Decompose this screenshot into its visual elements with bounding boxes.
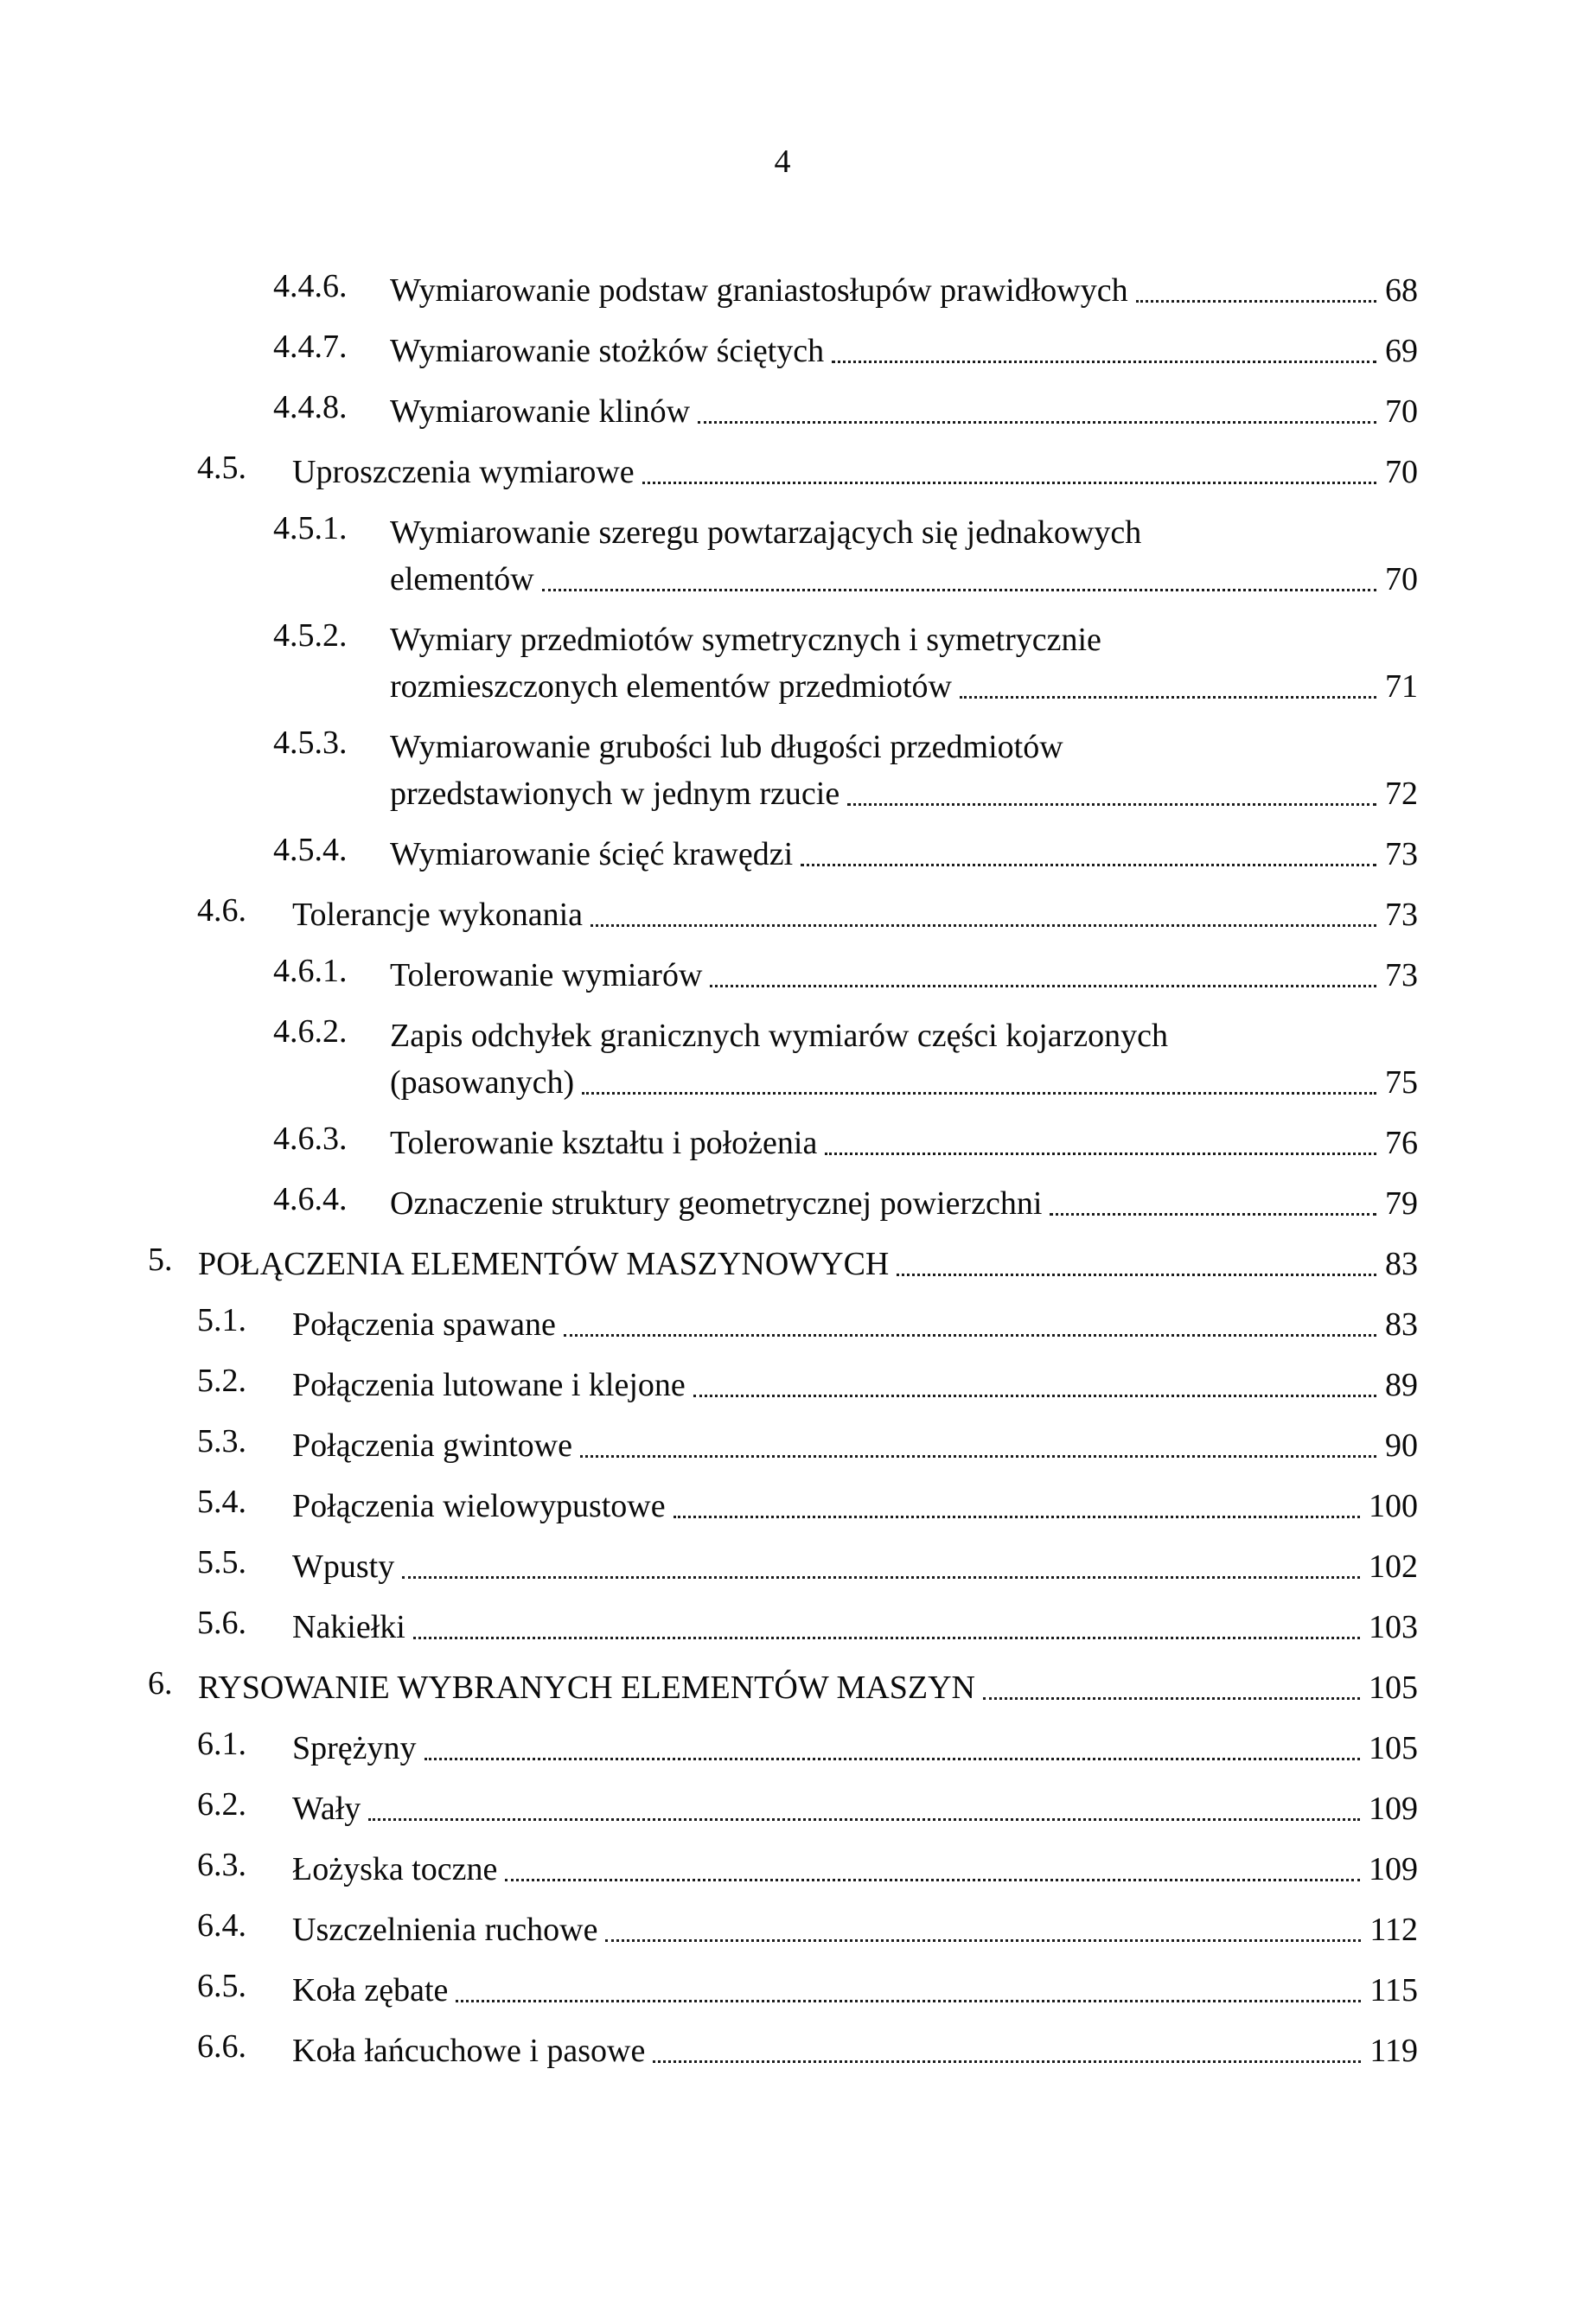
toc-entry-body [390,328,1418,374]
toc-entry-body [292,1967,1418,2014]
toc-entry-number: 5.4. [197,1484,246,1520]
toc-entry-text: Zapis odchyłek granicznych wymiarów części kojarzonych [390,1018,1169,1054]
dot-leader [698,421,1376,424]
toc-entry [273,1012,1418,1106]
toc-entry-body [390,1120,1418,1166]
toc-entry-text: Nakiełki [292,1609,405,1645]
dot-leader [605,1939,1361,1942]
toc-entry-text: Wymiarowanie klinów [390,393,691,430]
toc-entry-number: 4.5.1. [273,510,348,546]
toc-entry-line [198,1241,1418,1287]
toc-page-number: 83 [1385,1246,1418,1282]
toc-entry-number: 5.5. [197,1544,246,1580]
toc-page-number: 109 [1369,1851,1418,1887]
toc-page-number: 100 [1369,1488,1418,1524]
toc-entry-number: 4.5.3. [273,725,348,761]
toc-page-number: 73 [1385,897,1418,933]
toc-page-number: 72 [1385,776,1418,812]
toc-entry-line [292,1483,1418,1529]
dot-leader [425,1758,1360,1760]
toc-entry-line [292,1846,1418,1893]
toc-list [148,267,1418,2074]
dot-leader [505,1879,1360,1881]
toc-entry [148,1241,1418,1287]
toc-page-number: 103 [1369,1609,1418,1645]
toc-entry-number: 5.2. [197,1363,246,1399]
dot-leader [653,2060,1361,2063]
dot-leader [402,1576,1360,1579]
toc-entry-body [198,1664,1418,1711]
toc-entry-text: elementów [390,561,534,597]
toc-entry [273,1120,1418,1166]
toc-entry-body [292,1483,1418,1529]
toc-entry-text: RYSOWANIE WYBRANYCH ELEMENTÓW MASZYN [198,1670,975,1706]
dot-leader [368,1818,1360,1821]
toc-entry-body [390,509,1418,603]
toc-page-number: 75 [1385,1064,1418,1101]
dot-leader [832,361,1376,363]
toc-entry-line [390,267,1418,314]
toc-entry-text: Wymiarowanie grubości lub długości przedmiotów [390,729,1063,765]
toc-entry [197,2027,1418,2074]
page-number: 4 [774,144,792,180]
toc-entry-number: 4.5. [197,450,246,486]
toc-page-number: 112 [1369,1912,1418,1948]
toc-entry-text: Łożyska toczne [292,1851,498,1887]
toc-entry-body [390,831,1418,878]
toc-page-number: 70 [1385,561,1418,597]
toc-page-number: 69 [1385,333,1418,369]
toc-entry-number: 4.5.2. [273,617,348,654]
toc-entry-body [390,267,1418,314]
toc-entry-number: 6.3. [197,1847,246,1883]
toc-entry-number: 5.6. [197,1605,246,1641]
toc-entry-text: Wymiarowanie podstaw graniastosłupów prawidłowych [390,272,1128,309]
toc-entry [197,1422,1418,1469]
toc-entry-number: 4.4.8. [273,389,348,425]
dot-leader [710,985,1376,987]
toc-entry-number: 6.6. [197,2028,246,2065]
toc-entry-text: Oznaczenie struktury geometrycznej powierzchni [390,1185,1043,1222]
toc-entry [197,1725,1418,1772]
toc-entry-line [292,2027,1418,2074]
toc-entry-number: 4.6. [197,892,246,929]
toc-entry-line [390,831,1418,878]
toc-entry-line [292,891,1418,938]
dot-leader [801,864,1376,866]
toc-entry-body [390,616,1418,710]
toc-entry-body [198,1241,1418,1287]
dot-leader [564,1334,1376,1337]
toc-entry-number: 4.4.6. [273,268,348,304]
toc-entry-text: Uszczelnienia ruchowe [292,1912,598,1948]
toc-entry-text: Połączenia gwintowe [292,1427,572,1464]
toc-entry-number: 4.6.3. [273,1121,348,1157]
toc-entry-line [390,328,1418,374]
toc-page-number: 70 [1385,454,1418,490]
toc-page-number: 76 [1385,1125,1418,1161]
toc-entry-body [292,1725,1418,1772]
toc-entry-text: Połączenia lutowane i klejone [292,1367,686,1403]
toc-entry-number: 6.4. [197,1907,246,1944]
toc-entry-text: Połączenia spawane [292,1306,556,1343]
toc-entry-line [390,724,1418,770]
toc-entry-text: Wały [292,1791,361,1827]
toc-entry-line [292,1604,1418,1651]
toc-entry-text: rozmieszczonych elementów przedmiotów [390,668,952,705]
toc-entry [273,1180,1418,1227]
toc-entry [273,328,1418,374]
toc-entry-number: 5. [148,1242,173,1278]
toc-entry [273,267,1418,314]
toc-entry-text: Tolerancje wykonania [292,897,584,933]
toc-entry-body [390,724,1418,817]
toc-entry-text: Wymiary przedmiotów symetrycznych i symetrycznie [390,622,1101,658]
toc-entry [197,1967,1418,2014]
toc-entry-line [292,1422,1418,1469]
toc-entry-text: Wymiarowanie stożków ściętych [390,333,825,369]
toc-entry-text: Koła zębate [292,1972,449,2008]
dot-leader [1136,300,1376,303]
toc-page-number: 68 [1385,272,1418,309]
toc-entry-number: 5.1. [197,1302,246,1338]
toc-entry-line [390,952,1418,999]
toc-entry-body [390,388,1418,435]
toc-entry-number: 6.1. [197,1726,246,1762]
dot-leader [413,1637,1360,1639]
toc-entry-body [292,1422,1418,1469]
toc-entry-line [292,449,1418,495]
toc-entry-text: Sprężyny [292,1730,417,1766]
toc-entry-text: Uproszczenia wymiarowe [292,454,635,490]
dot-leader [580,1455,1376,1458]
toc-entry-body [292,2027,1418,2074]
toc-entry-body [292,1846,1418,1893]
toc-entry [273,831,1418,878]
toc-entry [148,1664,1418,1711]
toc-entry-text: przedstawionych w jednym rzucie [390,776,840,812]
toc-entry [273,509,1418,603]
toc-page-number: 109 [1369,1791,1418,1827]
dot-leader [642,482,1376,484]
toc-entry-line [390,663,1418,710]
toc-entry-text: (pasowanych) [390,1064,575,1101]
toc-page-number: 73 [1385,836,1418,872]
dot-leader [1050,1213,1376,1216]
toc-entry-line [292,1301,1418,1348]
toc-entry [273,388,1418,435]
toc-entry-body [292,449,1418,495]
toc-entry [197,1846,1418,1893]
toc-page-number: 102 [1369,1549,1418,1585]
toc-page-number: 89 [1385,1367,1418,1403]
toc-entry-line [292,1906,1418,1953]
toc-entry-number: 6.5. [197,1968,246,2004]
toc-entry-text: Wymiarowanie ścięć krawędzi [390,836,794,872]
toc-page-number: 115 [1369,1972,1418,2008]
toc-entry-body [292,1906,1418,1953]
toc-entry-line [292,1785,1418,1832]
toc-entry-body [390,1180,1418,1227]
toc-entry-text: Koła łańcuchowe i pasowe [292,2033,646,2069]
toc-entry [197,891,1418,938]
toc-entry-body [292,1362,1418,1408]
toc-entry-number: 6.2. [197,1786,246,1823]
dot-leader [825,1153,1376,1155]
toc-entry-line [390,388,1418,435]
toc-entry [273,616,1418,710]
toc-entry-number: 5.3. [197,1423,246,1459]
toc-page-number: 83 [1385,1306,1418,1343]
toc-entry-line [292,1543,1418,1590]
toc-entry-text: Tolerowanie wymiarów [390,957,703,993]
toc-page-number: 79 [1385,1185,1418,1222]
toc-entry [197,1785,1418,1832]
toc-entry-line [292,1725,1418,1772]
toc-entry-number: 4.5.4. [273,832,348,868]
toc-entry-body [390,1012,1418,1106]
toc-page-number: 105 [1369,1730,1418,1766]
toc-entry [197,1483,1418,1529]
toc-entry-body [390,952,1418,999]
toc-entry-line [390,1180,1418,1227]
toc-entry [197,449,1418,495]
dot-leader [847,803,1376,806]
dot-leader [456,2000,1361,2002]
toc-entry-line [292,1967,1418,2014]
toc-entry-line [390,1012,1418,1059]
toc-entry-body [292,1604,1418,1651]
dot-leader [983,1697,1360,1700]
toc-page-number: 105 [1369,1670,1418,1706]
toc-entry [197,1906,1418,1953]
dot-leader [674,1516,1360,1518]
toc-entry-text: POŁĄCZENIA ELEMENTÓW MASZYNOWYCH [198,1246,890,1282]
toc-entry-text: Wymiarowanie szeregu powtarzających się jednakowych [390,514,1142,551]
toc-entry-body [292,1543,1418,1590]
toc-entry [273,952,1418,999]
toc-entry-line [390,509,1418,556]
toc-entry-number: 4.6.1. [273,953,348,989]
toc-entry [197,1362,1418,1408]
toc-entry [273,724,1418,817]
dot-leader [542,589,1376,591]
toc-entry-line [292,1362,1418,1408]
toc-entry [197,1604,1418,1651]
toc-entry [197,1301,1418,1348]
toc-page-number: 73 [1385,957,1418,993]
toc-entry-text: Tolerowanie kształtu i położenia [390,1125,818,1161]
toc-page-number: 71 [1385,668,1418,705]
dot-leader [693,1395,1376,1397]
toc-entry-line [390,616,1418,663]
toc-entry-body [292,1785,1418,1832]
toc-page-number: 119 [1369,2033,1418,2069]
toc-entry-number: 4.6.4. [273,1181,348,1217]
toc-entry-number: 6. [148,1665,173,1702]
toc-page-number: 90 [1385,1427,1418,1464]
toc-page-number: 70 [1385,393,1418,430]
toc-entry-line [390,556,1418,603]
toc-entry-number: 4.6.2. [273,1013,348,1050]
toc-entry-line [390,1059,1418,1106]
toc-entry-line [198,1664,1418,1711]
dot-leader [897,1274,1376,1276]
toc-entry-text: Połączenia wielowypustowe [292,1488,666,1524]
toc-entry-line [390,1120,1418,1166]
toc-entry-line [390,770,1418,817]
toc-entry-body [292,1301,1418,1348]
dot-leader [582,1092,1376,1095]
dot-leader [960,696,1376,699]
toc-entry-text: Wpusty [292,1549,395,1585]
toc-entry [197,1543,1418,1590]
toc-entry-number: 4.4.7. [273,329,348,365]
toc-entry-body [292,891,1418,938]
dot-leader [591,924,1376,927]
